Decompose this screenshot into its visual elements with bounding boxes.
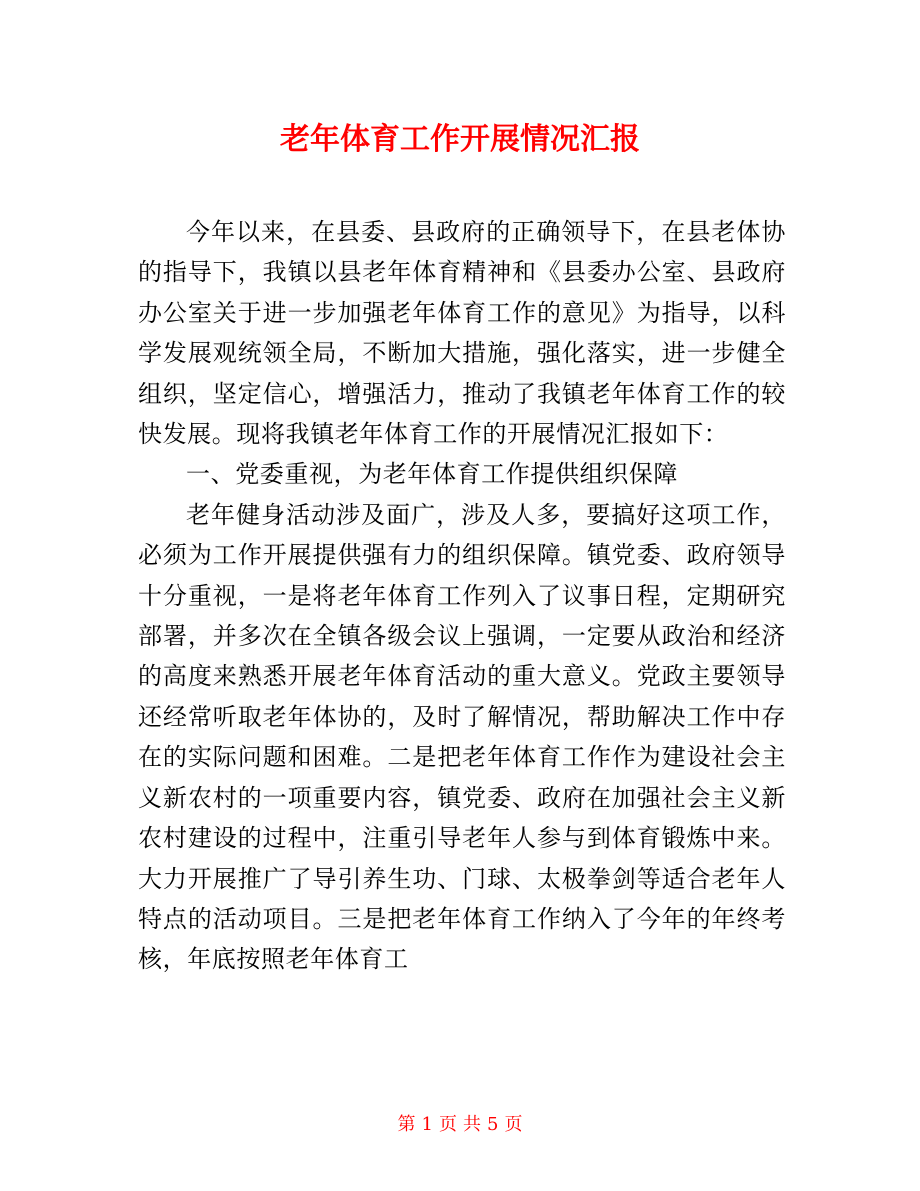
document-title: 老年体育工作开展情况汇报 [280, 122, 640, 157]
section-1-paragraph: 老年健身活动涉及面广，涉及人多，要搞好这项工作，必须为工作开展提供强有力的组织保障。镇党委、政府领导十分重视，一是将老年体育工作列入了议事日程，定期研究部署，并多次在全镇各级会议上强调，一定要从政治和经济的高度来熟悉开展老年体育活动的重大意义。党政主要领导还经常听取老年体协的，及时了解情况，帮助解决工作中存在的实际问题和困难。二是把老年体育工作作为建设社会主义新农村的一项重要内容，镇党委、政府在加强社会主义新农村建设的过程中，注重引导老年人参与到体育锻炼中来。大力开展推广了导引养生功、门球、太极拳剑等适合老年人特点的活动项目。三是把老年体育工作纳入了今年的年终考核，年底按照老年体育工 [138, 500, 786, 974]
intro-paragraph: 今年以来，在县委、县政府的正确领导下，在县老体协的指导下，我镇以县老年体育精神和《县委办公室、县政府办公室关于进一步加强老年体育工作的意见》为指导，以科学发展观统领全局，不断加大措施，强化落实，进一步健全组织，坚定信心，增强活力，推动了我镇老年体育工作的较快发展。现将我镇老年体育工作的开展情况汇报如下： [138, 218, 786, 449]
section-heading-1: 一、党委重视，为老年体育工作提供组织保障 [186, 460, 678, 489]
footer-current-page: 1 [421, 1114, 433, 1135]
footer-page-unit: 页 [439, 1114, 457, 1135]
document-body [138, 212, 786, 980]
footer-total-pages: 5 [487, 1114, 499, 1135]
footer-total-unit: 页 [504, 1114, 523, 1135]
page-footer [0, 1113, 920, 1137]
footer-prefix: 第 [397, 1114, 416, 1135]
footer-total-prefix: 共 [463, 1114, 481, 1135]
